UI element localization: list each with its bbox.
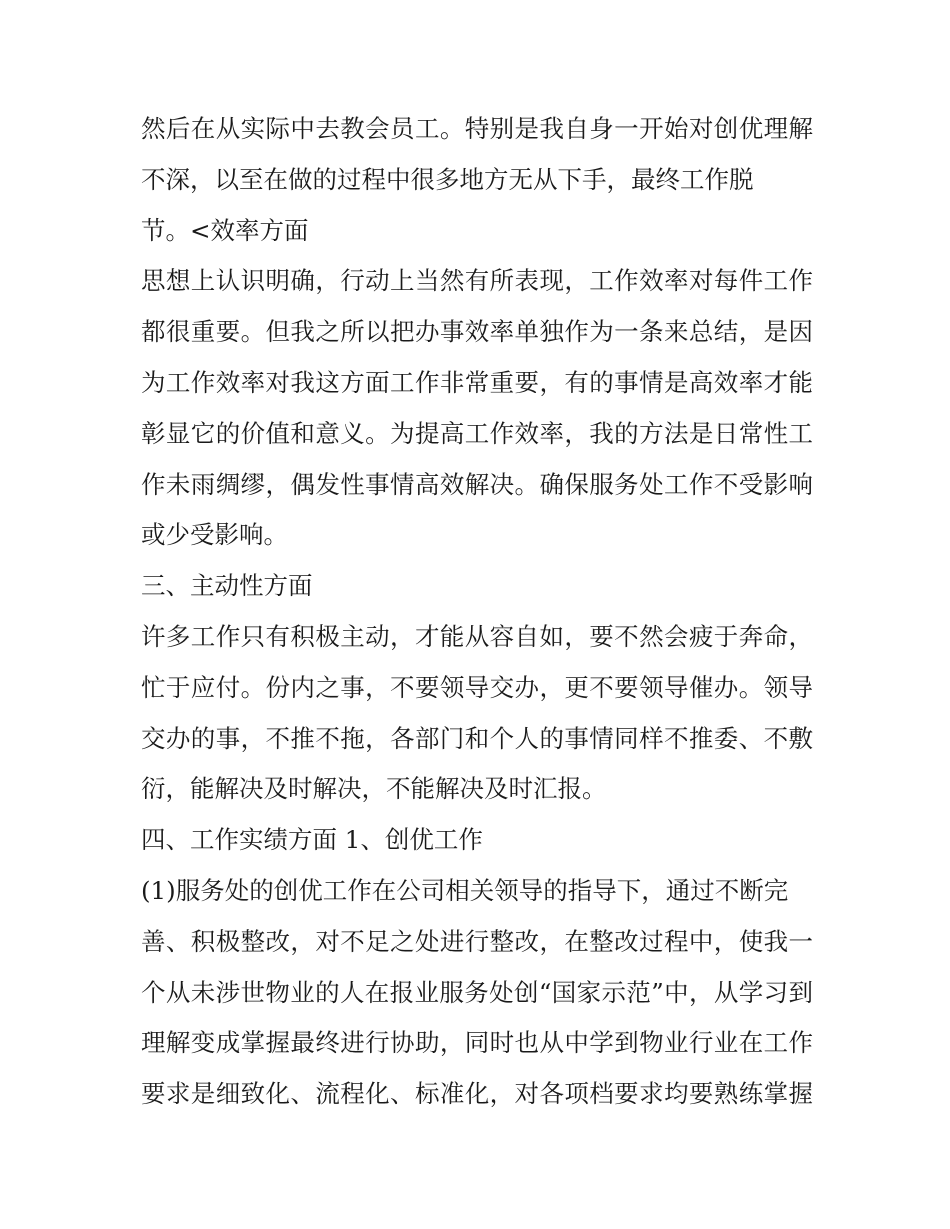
section-heading: 四、工作实绩方面 1、创优工作	[141, 825, 483, 855]
text-line: 善、积极整改，对不足之处进行整改，在整改过程中，使我一	[141, 926, 813, 956]
body-text	[141, 104, 813, 1120]
text-line: 许多工作只有积极主动，才能从容自如，要不然会疲于奔命，	[141, 621, 813, 651]
text-line: 交办的事，不推不拖，各部门和个人的事情同样不推委、不敷	[141, 723, 813, 753]
text-line: 作未雨绸缪，偶发性事情高效解决。确保服务处工作不受影响	[141, 469, 813, 499]
text-line: 都很重要。但我之所以把办事效率单独作为一条来总结，是因	[141, 317, 813, 347]
text-line: 然后在从实际中去教会员工。特别是我自身一开始对创优理解	[141, 114, 813, 143]
text-line: 忙于应付。份内之事，不要领导交办，更不要领导催办。领导	[141, 672, 813, 702]
text-line: 思想上认识明确，行动上当然有所表现，工作效率对每件工作	[141, 266, 813, 296]
text-line: 彰显它的价值和意义。为提高工作效率，我的方法是日常性工	[141, 418, 813, 448]
text-line: 不深，以至在做的过程中很多地方无从下手，最终工作脱	[141, 164, 754, 194]
text-line: 理解变成掌握最终进行协助，同时也从中学到物业行业在工作	[141, 1028, 813, 1058]
section-heading: 三、主动性方面	[141, 571, 313, 601]
text-line: 或少受影响。	[141, 520, 288, 550]
text-line: 个从未涉世物业的人在报业服务处创“国家示范”中，从学习到	[141, 977, 813, 1007]
text-line: 为工作效率对我这方面工作非常重要，有的事情是高效率才能	[141, 367, 813, 397]
text-line: (1)服务处的创优工作在公司相关领导的指导下，通过不断完	[141, 875, 789, 905]
text-line: 要求是细致化、流程化、标准化，对各项档要求均要熟练掌握	[141, 1079, 813, 1109]
text-line: 衍，能解决及时解决，不能解决及时汇报。	[141, 774, 607, 804]
section-heading: 节。<效率方面	[141, 215, 309, 245]
